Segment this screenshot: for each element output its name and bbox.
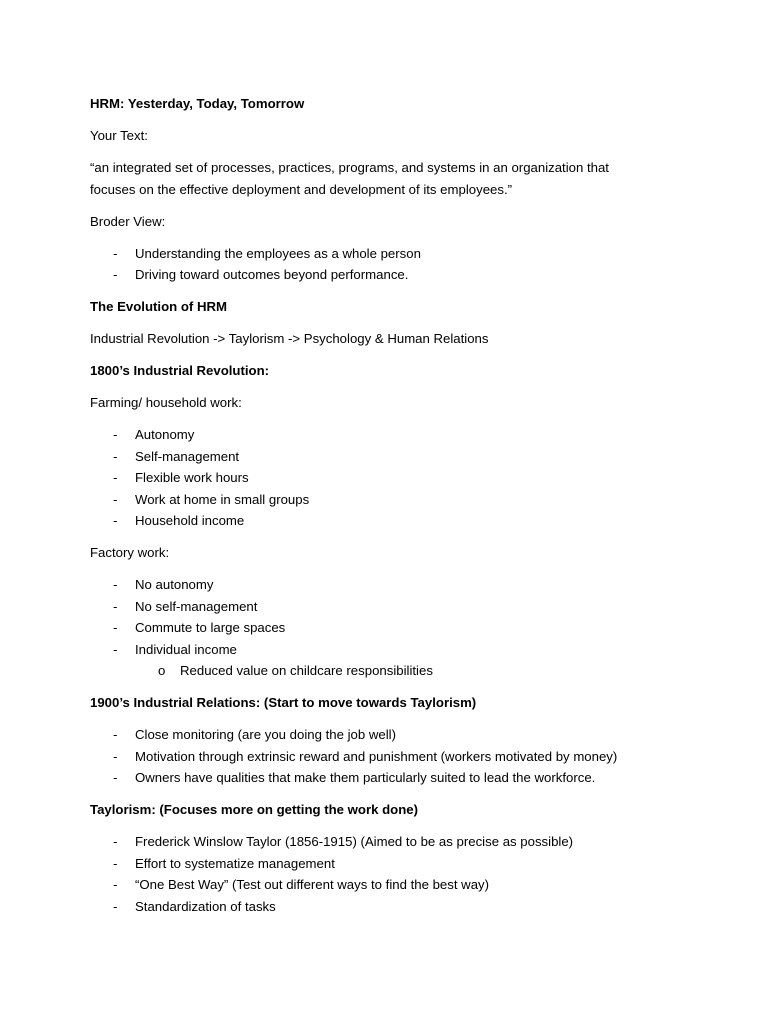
list-item-text: Self-management (135, 448, 240, 464)
document-title: HRM: Yesterday, Today, Tomorrow (90, 96, 305, 111)
dash-bullet: - (113, 427, 118, 442)
dash-bullet: - (113, 877, 118, 892)
list-item (90, 243, 730, 265)
list-item-text: Motivation through extrinsic reward and punishment (workers motivated by money) (135, 748, 618, 764)
document-body (90, 93, 730, 928)
dash-bullet: - (113, 770, 118, 785)
list-item-text: Owners have qualities that make them particularly suited to lead the workforce. (135, 770, 596, 785)
broader-view-list (90, 243, 730, 286)
factory-label: Factory work: (90, 545, 170, 560)
sub-list-item-text: Reduced value on childcare responsibilities (180, 663, 433, 678)
list-item-text: Understanding the employees as a whole person (135, 245, 421, 261)
taylorism-heading: Taylorism: (Focuses more on getting the work done) (90, 802, 419, 817)
list-item (90, 767, 730, 789)
your-text-label: Your Text: (90, 128, 148, 143)
circle-bullet: o (158, 663, 166, 678)
list-item (90, 617, 730, 639)
dash-bullet: - (113, 513, 118, 528)
industrial-revolution-heading: 1800’s Industrial Revolution: (90, 363, 270, 378)
list-item (90, 510, 730, 532)
factory-list (90, 574, 730, 682)
dash-bullet: - (113, 577, 118, 592)
dash-bullet: - (113, 855, 118, 871)
list-item (90, 831, 730, 853)
dash-bullet: - (113, 598, 118, 614)
dash-bullet: - (113, 491, 118, 507)
list-item-text: Work at home in small groups (135, 491, 310, 507)
dash-bullet: - (113, 898, 118, 914)
list-item (90, 874, 730, 896)
list-item (90, 746, 730, 768)
list-item (90, 596, 730, 618)
dash-bullet: - (113, 245, 118, 261)
list-item-text: Close monitoring (are you doing the job well) (135, 727, 396, 742)
list-item (90, 574, 730, 596)
dash-bullet: - (113, 727, 118, 742)
list-item-text: Standardization of tasks (135, 898, 276, 914)
list-item-text: Commute to large spaces (135, 620, 286, 635)
farming-label: Farming/ household work: (90, 395, 242, 410)
list-item (90, 853, 730, 875)
list-item-text: Effort to systematize management (135, 855, 335, 871)
list-item-text: Flexible work hours (135, 470, 249, 485)
dash-bullet: - (113, 641, 118, 657)
industrial-relations-list (90, 724, 730, 789)
quote-line: focuses on the effective deployment and development of its employees.” (90, 181, 513, 197)
dash-bullet: - (113, 470, 118, 485)
industrial-relations-heading: 1900’s Industrial Relations: (Start to move towards Taylorism) (90, 695, 477, 710)
quote-line: “an integrated set of processes, practices, programs, and systems in an organization that (90, 160, 609, 175)
factory-sublist (135, 660, 730, 682)
dash-bullet: - (113, 620, 118, 635)
list-item-text: Frederick Winslow Taylor (1856-1915) (Aimed to be as precise as possible) (135, 834, 574, 849)
list-item (90, 264, 730, 286)
dash-bullet: - (113, 834, 118, 849)
sub-list-item (90, 660, 730, 682)
list-item-text: Autonomy (135, 427, 195, 442)
evolution-heading: The Evolution of HRM (90, 299, 227, 314)
list-item (90, 467, 730, 489)
dash-bullet: - (113, 748, 118, 764)
list-item (90, 639, 730, 682)
taylorism-list (90, 831, 730, 917)
list-item-text: No self-management (135, 598, 258, 614)
evolution-text: Industrial Revolution -> Taylorism -> Psychology & Human Relations (90, 331, 489, 346)
list-item (90, 896, 730, 918)
list-item (90, 424, 730, 446)
list-item-text: No autonomy (135, 577, 214, 592)
definition-quote (90, 157, 730, 200)
list-item (90, 446, 730, 468)
dash-bullet: - (113, 267, 118, 282)
list-item (90, 724, 730, 746)
dash-bullet: - (113, 448, 118, 464)
list-item-text: “One Best Way” (Test out different ways to find the best way) (135, 877, 490, 892)
broader-view-label: Broder View: (90, 213, 166, 229)
list-item-text: Driving toward outcomes beyond performance. (135, 267, 409, 282)
list-item-text: Household income (135, 513, 245, 528)
farming-list (90, 424, 730, 532)
list-item (90, 489, 730, 511)
list-item-text: Individual income (135, 641, 237, 657)
